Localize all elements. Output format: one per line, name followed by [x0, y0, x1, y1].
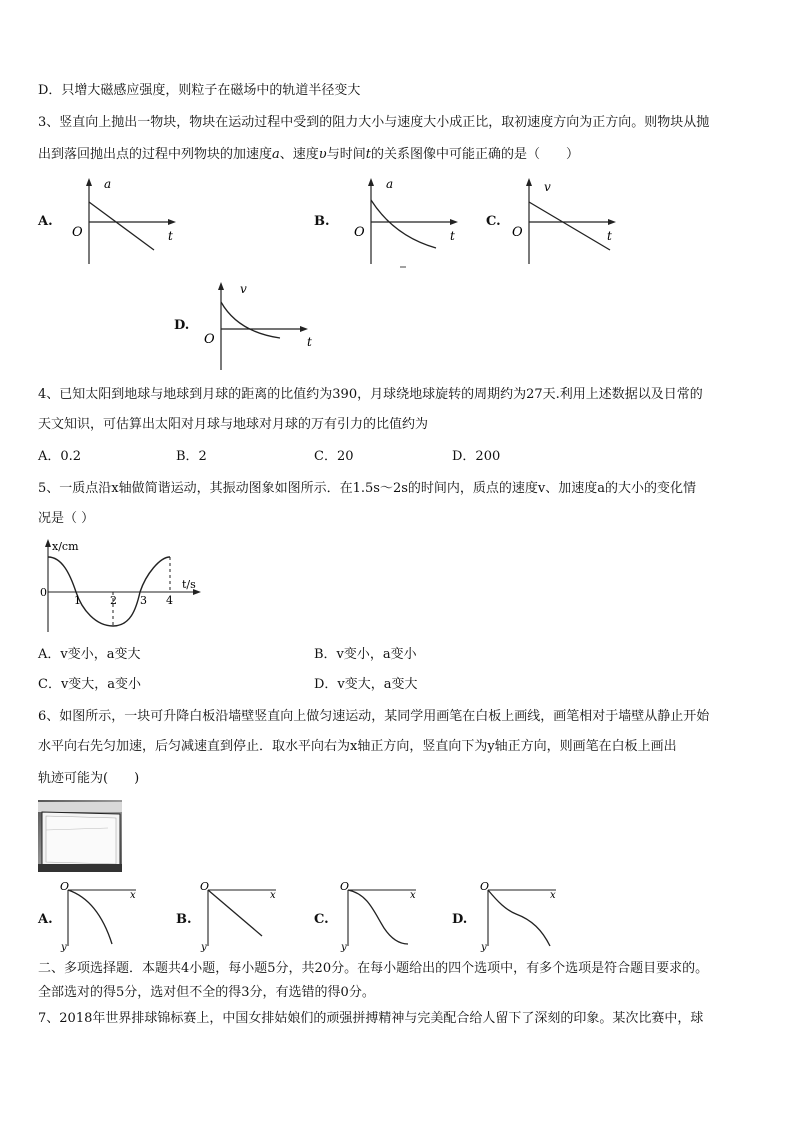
q3-text-a: 出到落回抛出点的过程中列物块的加速度 — [38, 147, 273, 162]
section2-heading-line2: 全部选对的得5分，选对但不全的得3分，有选错的得0分。 — [38, 985, 375, 1000]
q5-option-a: A．v变小，a变大 — [38, 647, 141, 662]
q3d-origin: O — [204, 332, 215, 347]
q6-graph-a — [58, 880, 148, 953]
q3-symbol-a: a — [272, 147, 280, 162]
q5-xlabel: t/s — [182, 578, 196, 591]
q3b-origin: O — [354, 225, 365, 240]
q3-symbol-v: υ — [318, 147, 327, 162]
q5-stem-line1: 5、一质点沿x轴做简谐运动，其振动图象如图所示．在1.5s～2s的时间内，质点的速度v、加速度a的大小的变化情 — [38, 481, 696, 496]
q6c-x: x — [410, 890, 416, 901]
q5-origin: 0 — [40, 586, 47, 599]
q6b-x: x — [270, 890, 276, 901]
q3c-origin: O — [512, 225, 523, 240]
q6-graph-d — [478, 880, 568, 953]
q6d-y: y — [481, 942, 487, 953]
q6-label-d: D. — [452, 912, 468, 927]
q6-stem-line2: 水平向右先匀加速，后匀减速直到停止．取水平向右为x轴正方向，竖直向下为y轴正方向，则画笔在白板上画出 — [38, 739, 677, 754]
q6d-x: x — [550, 890, 556, 901]
q4-stem-line2: 天文知识，可估算出太阳对月球与地球对月球的万有引力的比值约为 — [38, 417, 429, 432]
q4-option-c: C．20 — [314, 449, 354, 464]
q3-graph-a — [68, 176, 188, 268]
q6c-y: y — [341, 942, 347, 953]
q5-option-d: D．v变大，a变大 — [314, 677, 418, 692]
q3-label-d: D. — [174, 318, 190, 333]
q3-graph-c — [508, 176, 628, 268]
q5-tick-2: 2 — [110, 594, 117, 607]
q3-stem-line2 — [38, 146, 579, 164]
q4-option-a: A．0.2 — [38, 449, 82, 464]
q3-text-c: 与时间 — [326, 147, 366, 162]
q5-tick-4: 4 — [166, 594, 173, 607]
q3c-axis-t: t — [607, 229, 612, 243]
q3-label-a: A. — [38, 214, 53, 229]
q3-graph-d — [200, 280, 320, 372]
q6-stem-line3: 轨迹可能为( ) — [38, 771, 140, 786]
q5-vibration-graph — [36, 536, 206, 636]
q3a-axis-a: a — [104, 177, 112, 191]
q5-ylabel: x/cm — [52, 540, 79, 553]
q4-stem-line1: 4、已知太阳到地球与地球到月球的距离的比值约为390，月球绕地球旋转的周期约为27天.利用上述数据以及日常的 — [38, 387, 703, 402]
q3b-axis-a: a — [386, 177, 394, 191]
q5-stem-line2: 况是（ ） — [38, 511, 95, 526]
q3d-axis-v: v — [240, 282, 247, 296]
q3-graph-b — [350, 176, 470, 268]
q5-option-b: B．v变小，a变小 — [314, 647, 417, 662]
q5-tick-3: 3 — [140, 594, 147, 607]
q6-label-a: A. — [38, 912, 53, 927]
q3c-axis-v: v — [544, 180, 551, 194]
q3-text-b: 、速度 — [279, 147, 319, 162]
q3-text-d: 的关系图像中可能正确的是（ ） — [370, 147, 579, 162]
q3b-axis-t: t — [450, 229, 455, 243]
q7-stem-line1: 7、2018年世界排球锦标赛上，中国女排姑娘们的顽强拼搏精神与完美配合给人留下了深刻的印象。某次比赛中，球 — [38, 1011, 704, 1026]
q6-label-b: B. — [176, 912, 192, 927]
q4-option-d: D．200 — [452, 449, 501, 464]
q6-graph-c — [338, 880, 428, 953]
q2-option-d: D．只增大磁感应强度，则粒子在磁场中的轨道半径变大 — [38, 83, 361, 98]
q3a-origin: O — [72, 225, 83, 240]
q3-label-c: C. — [486, 214, 501, 229]
q6-whiteboard-image — [38, 800, 122, 872]
q3a-axis-t: t — [168, 229, 173, 243]
q6c-origin: O — [340, 880, 350, 893]
q4-option-b: B．2 — [176, 449, 207, 464]
q5-option-c: C．v变大，a变小 — [38, 677, 142, 692]
q3-label-b: B. — [314, 214, 330, 229]
q6-stem-line1: 6、如图所示，一块可升降白板沿墙壁竖直向上做匀速运动，某同学用画笔在白板上画线，画笔相对于墙壁从静止开始 — [38, 709, 710, 724]
q6d-origin: O — [480, 880, 490, 893]
q6-label-c: C. — [314, 912, 329, 927]
section2-heading-line1: 二、多项选择题．本题共4小题，每小题5分，共20分。在每小题给出的四个选项中，有多个选项是符合题目要求的。 — [38, 961, 709, 976]
q6-graph-b — [198, 880, 288, 953]
q6a-x: x — [130, 890, 136, 901]
q6a-y: y — [61, 942, 67, 953]
q5-tick-1: 1 — [74, 594, 81, 607]
q3-symbol-t: t — [365, 147, 371, 162]
q6b-y: y — [201, 942, 207, 953]
q6b-origin: O — [200, 880, 210, 893]
q6a-origin: O — [60, 880, 70, 893]
q3d-axis-t: t — [307, 335, 312, 349]
q3-stem-line1: 3、竖直向上抛出一物块，物块在运动过程中受到的阻力大小与速度大小成正比，取初速度方向为正方向。则物块从抛 — [38, 115, 710, 130]
